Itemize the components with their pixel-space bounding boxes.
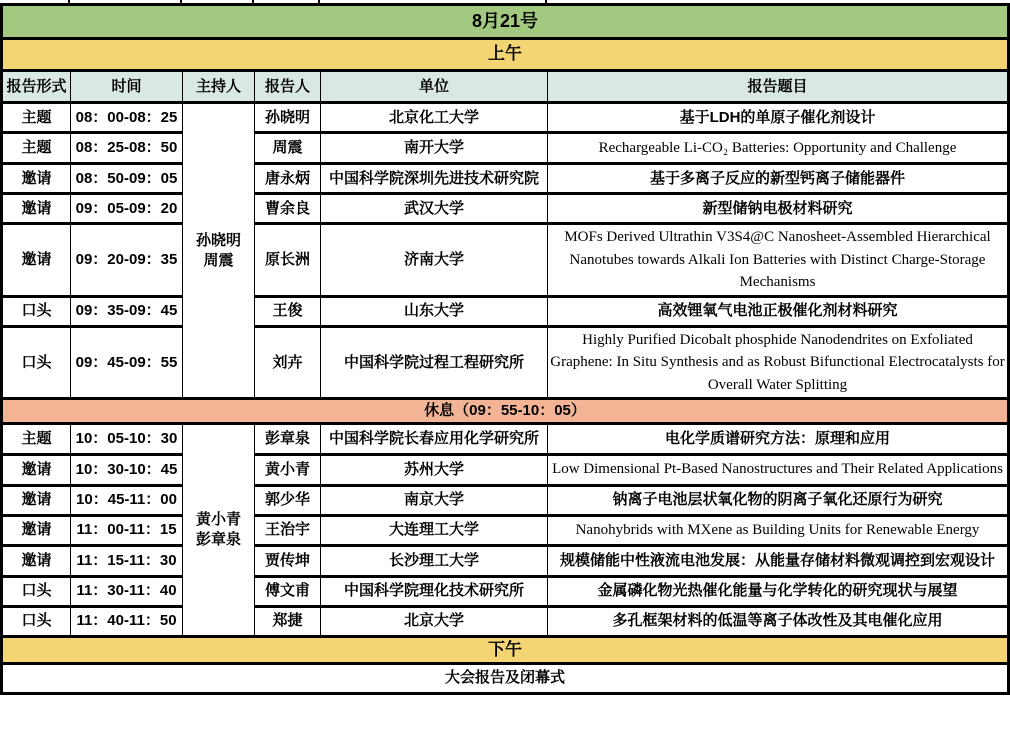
title-cell: 规模储能中性液流电池发展：从能量存储材料微观调控到宏观设计 (548, 545, 1009, 576)
schedule-row (2, 454, 1009, 485)
time-cell: 09：05-09：20 (71, 194, 183, 224)
title-cell: 新型储钠电极材料研究 (548, 194, 1009, 224)
speaker-cell: 原长洲 (255, 224, 321, 297)
time-cell: 08：50-09：05 (71, 164, 183, 194)
col-header-type: 报告形式 (2, 71, 71, 103)
table-above-remnant (0, 0, 1007, 3)
speaker-cell: 周震 (255, 133, 321, 164)
morning-band: 上午 (2, 39, 1009, 71)
afternoon-band: 下午 (2, 636, 1009, 663)
date-header: 8月21号 (2, 5, 1009, 39)
type-cell: 口头 (2, 606, 71, 636)
type-cell: 主题 (2, 133, 71, 164)
title-cell: 金属磷化物光热催化能量与化学转化的研究现状与展望 (548, 576, 1009, 606)
speaker-cell: 贾传坤 (255, 545, 321, 576)
speaker-cell: 傅文甫 (255, 576, 321, 606)
affiliation-cell: 长沙理工大学 (321, 545, 548, 576)
title-cell: 基于LDH的单原子催化剂设计 (548, 103, 1009, 133)
type-cell: 邀请 (2, 164, 71, 194)
schedule-row (2, 545, 1009, 576)
time-cell: 10：05-10：30 (71, 423, 183, 454)
break-band: 休息（09：55-10：05） (2, 399, 1009, 424)
affiliation-cell: 中国科学院深圳先进技术研究院 (321, 164, 548, 194)
host-name: 孙晓明 (195, 232, 241, 249)
title-cell: 多孔框架材料的低温等离子体改性及其电催化应用 (548, 606, 1009, 636)
schedule-row (2, 606, 1009, 636)
speaker-cell: 曹余良 (255, 194, 321, 224)
type-cell: 邀请 (2, 545, 71, 576)
schedule-row (2, 515, 1009, 545)
time-cell: 09：35-09：45 (71, 296, 183, 326)
affiliation-cell: 济南大学 (321, 224, 548, 297)
time-cell: 10：30-10：45 (71, 454, 183, 485)
host-cell (183, 423, 255, 636)
time-cell: 09：45-09：55 (71, 326, 183, 399)
type-cell: 口头 (2, 296, 71, 326)
schedule-row (2, 194, 1009, 224)
col-header-time: 时间 (71, 71, 183, 103)
affiliation-cell: 中国科学院长春应用化学研究所 (321, 423, 548, 454)
time-cell: 08：25-08：50 (71, 133, 183, 164)
column-header-row (2, 71, 1009, 103)
closing-row (2, 663, 1009, 693)
title-cell: Nanohybrids with MXene as Building Units for Renewable Energy (548, 515, 1009, 545)
col-header-title: 报告题目 (548, 71, 1009, 103)
schedule-row (2, 164, 1009, 194)
afternoon-band-row (2, 636, 1009, 663)
morning-band-row (2, 39, 1009, 71)
column-border-tick (318, 0, 320, 3)
title-cell: 钠离子电池层状氧化物的阴离子氧化还原行为研究 (548, 485, 1009, 515)
speaker-cell: 王治宇 (255, 515, 321, 545)
speaker-cell: 郭少华 (255, 485, 321, 515)
column-border-tick (180, 0, 182, 3)
schedule-row (2, 576, 1009, 606)
title-cell: MOFs Derived Ultrathin V3S4@C Nanosheet-Assembled Hierarchical Nanotubes towards Alkali Ion Batteries with Distinct Charge-Storage Mechanisms (548, 224, 1009, 297)
closing-label: 大会报告及闭幕式 (2, 663, 1009, 693)
affiliation-cell: 大连理工大学 (321, 515, 548, 545)
schedule-row (2, 423, 1009, 454)
schedule-row (2, 296, 1009, 326)
title-cell: Rechargeable Li-CO₂ Batteries: Opportunity and Challenge (548, 133, 1009, 164)
col-header-affiliation: 单位 (321, 71, 548, 103)
type-cell: 口头 (2, 576, 71, 606)
type-cell: 口头 (2, 326, 71, 399)
time-cell: 11：00-11：15 (71, 515, 183, 545)
title-cell: 电化学质谱研究方法：原理和应用 (548, 423, 1009, 454)
speaker-cell: 唐永炳 (255, 164, 321, 194)
schedule-row (2, 326, 1009, 399)
speaker-cell: 刘卉 (255, 326, 321, 399)
conference-schedule-table (0, 3, 1010, 695)
col-header-speaker: 报告人 (255, 71, 321, 103)
type-cell: 邀请 (2, 224, 71, 297)
date-band-row (2, 5, 1009, 39)
speaker-cell: 黄小青 (255, 454, 321, 485)
title-cell: Low Dimensional Pt-Based Nanostructures and Their Related Applications (548, 454, 1009, 485)
time-cell: 11：15-11：30 (71, 545, 183, 576)
time-cell: 08：00-08：25 (71, 103, 183, 133)
time-cell: 11：40-11：50 (71, 606, 183, 636)
time-cell: 11：30-11：40 (71, 576, 183, 606)
host-name: 周震 (203, 251, 234, 269)
column-border-tick (68, 0, 70, 3)
column-border-tick (252, 0, 254, 3)
schedule-row (2, 485, 1009, 515)
affiliation-cell: 南开大学 (321, 133, 548, 164)
type-cell: 邀请 (2, 485, 71, 515)
speaker-cell: 彭章泉 (255, 423, 321, 454)
speaker-cell: 郑捷 (255, 606, 321, 636)
affiliation-cell: 北京大学 (321, 606, 548, 636)
break-band-row (2, 399, 1009, 424)
type-cell: 邀请 (2, 515, 71, 545)
type-cell: 邀请 (2, 194, 71, 224)
schedule-row (2, 224, 1009, 297)
title-cell: 高效锂氧气电池正极催化剂材料研究 (548, 296, 1009, 326)
host-name: 黄小青 (195, 511, 241, 528)
column-border-tick (545, 0, 547, 3)
host-cell (183, 103, 255, 399)
type-cell: 邀请 (2, 454, 71, 485)
affiliation-cell: 山东大学 (321, 296, 548, 326)
host-name: 彭章泉 (195, 530, 241, 548)
title-cell: Highly Purified Dicobalt phosphide Nanodendrites on Exfoliated Graphene: In Situ Synthesis and as Robust Bifunctional Electrocatalysts for Overall Water Splitting (548, 326, 1009, 399)
col-header-host: 主持人 (183, 71, 255, 103)
time-cell: 09：20-09：35 (71, 224, 183, 297)
schedule-row (2, 133, 1009, 164)
affiliation-cell: 中国科学院过程工程研究所 (321, 326, 548, 399)
type-cell: 主题 (2, 423, 71, 454)
time-cell: 10：45-11：00 (71, 485, 183, 515)
schedule-row (2, 103, 1009, 133)
affiliation-cell: 北京化工大学 (321, 103, 548, 133)
affiliation-cell: 武汉大学 (321, 194, 548, 224)
title-cell: 基于多离子反应的新型钙离子储能器件 (548, 164, 1009, 194)
type-cell: 主题 (2, 103, 71, 133)
speaker-cell: 孙晓明 (255, 103, 321, 133)
affiliation-cell: 苏州大学 (321, 454, 548, 485)
speaker-cell: 王俊 (255, 296, 321, 326)
affiliation-cell: 中国科学院理化技术研究所 (321, 576, 548, 606)
affiliation-cell: 南京大学 (321, 485, 548, 515)
